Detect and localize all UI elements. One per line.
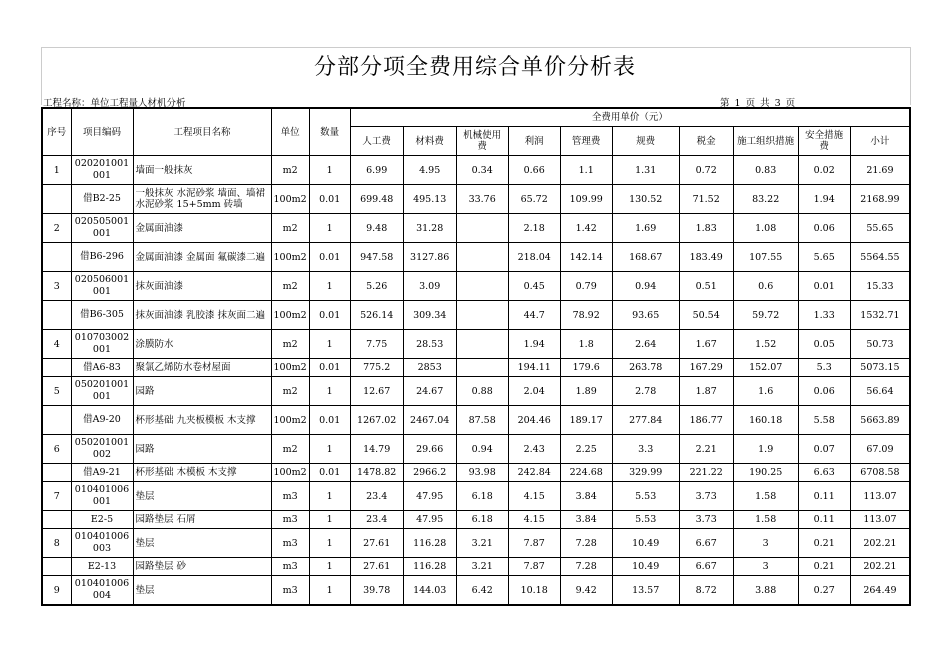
cell-value: 23.4 [350,511,403,529]
cell-value: 10.49 [612,558,679,576]
cell-code: 010401006003 [71,529,133,558]
cell-code: 借A9-21 [71,464,133,482]
cell-value: 1.31 [612,156,679,185]
cell-value [456,272,508,301]
cell-value: 1.67 [679,330,733,359]
project-name: 工程名称：单位工程量人材机分析 [43,98,186,109]
cell-value: 1.6 [733,377,798,406]
cell-qty: 1 [309,511,350,529]
cell-value [456,214,508,243]
cell-value: 0.27 [798,576,850,606]
cell-value: 2.43 [508,435,560,464]
cell-value: 3.21 [456,529,508,558]
cell-value: 7.87 [508,558,560,576]
page-info: 第 1 页 共 3 页 [720,98,796,109]
cell-value: 0.01 [798,272,850,301]
cell-qty: 1 [309,529,350,558]
cell-qty: 1 [309,272,350,301]
cell-seq [42,464,71,482]
table-row [42,529,910,558]
cell-unit: m3 [271,558,309,576]
cell-value: 27.61 [350,529,403,558]
cell-value: 0.21 [798,529,850,558]
cell-value: 0.11 [798,511,850,529]
cell-value: 23.4 [350,482,403,511]
cell-value: 699.48 [350,185,403,214]
cell-value: 2.04 [508,377,560,406]
cell-qty: 0.01 [309,359,350,377]
cell-value: 5.53 [612,482,679,511]
cell-value: 5.26 [350,272,403,301]
cell-seq: 4 [42,330,71,359]
header-name: 工程项目名称 [133,108,271,156]
cell-code: E2-13 [71,558,133,576]
cell-value: 109.99 [560,185,612,214]
cell-value: 495.13 [403,185,456,214]
cell-value: 28.53 [403,330,456,359]
table-row [42,185,910,214]
cell-value: 3.88 [733,576,798,606]
cell-value: 263.78 [612,359,679,377]
header-col: 施工组织措施 [733,127,798,156]
cell-value: 59.72 [733,301,798,330]
cell-value: 264.49 [850,576,910,606]
cell-value: 1.94 [508,330,560,359]
cell-value: 0.83 [733,156,798,185]
cell-value: 1532.71 [850,301,910,330]
cell-qty: 1 [309,377,350,406]
cell-value: 2.64 [612,330,679,359]
analysis-table [41,107,911,606]
cell-seq: 1 [42,156,71,185]
table-row [42,464,910,482]
cell-qty: 0.01 [309,406,350,435]
cell-value: 15.33 [850,272,910,301]
cell-value: 67.09 [850,435,910,464]
cell-qty: 0.01 [309,243,350,272]
cell-code: 借B6-305 [71,301,133,330]
cell-value: 107.55 [733,243,798,272]
cell-value: 1.1 [560,156,612,185]
cell-value: 6.99 [350,156,403,185]
cell-value: 204.46 [508,406,560,435]
cell-code: 借A6-83 [71,359,133,377]
cell-value: 55.65 [850,214,910,243]
cell-value: 1.69 [612,214,679,243]
cell-value: 179.6 [560,359,612,377]
cell-unit: m2 [271,330,309,359]
cell-value: 0.05 [798,330,850,359]
cell-seq [42,185,71,214]
cell-value: 0.07 [798,435,850,464]
cell-unit: m3 [271,511,309,529]
cell-value: 9.42 [560,576,612,606]
cell-value: 2.78 [612,377,679,406]
cell-code: 050201001002 [71,435,133,464]
cell-name: 一般抹灰 水泥砂浆 墙面、墙裙 水泥砂浆 15+5mm 砖墙 [133,185,271,214]
cell-value: 144.03 [403,576,456,606]
cell-value: 6.18 [456,482,508,511]
cell-seq [42,558,71,576]
header-seq: 序号 [42,108,71,156]
cell-value: 1.9 [733,435,798,464]
cell-value: 3.21 [456,558,508,576]
cell-name: 杯形基础 木模板 木支撑 [133,464,271,482]
cell-value: 9.48 [350,214,403,243]
cell-value: 93.65 [612,301,679,330]
cell-name: 园路垫层 砂 [133,558,271,576]
cell-seq: 5 [42,377,71,406]
cell-value: 5663.89 [850,406,910,435]
cell-value: 947.58 [350,243,403,272]
cell-value: 1.42 [560,214,612,243]
cell-seq [42,511,71,529]
cell-value: 3.84 [560,482,612,511]
cell-qty: 1 [309,558,350,576]
cell-value: 3.84 [560,511,612,529]
cell-unit: m2 [271,272,309,301]
cell-value: 47.95 [403,511,456,529]
cell-name: 墙面一般抹灰 [133,156,271,185]
cell-value: 113.07 [850,482,910,511]
cell-qty: 0.01 [309,185,350,214]
cell-value: 3 [733,529,798,558]
cell-value: 0.06 [798,214,850,243]
cell-unit: m3 [271,576,309,606]
cell-value: 186.77 [679,406,733,435]
cell-value: 142.14 [560,243,612,272]
cell-value: 24.67 [403,377,456,406]
cell-value: 4.95 [403,156,456,185]
header-price-group: 全费用单价（元） [350,108,910,127]
cell-value: 8.72 [679,576,733,606]
cell-seq [42,243,71,272]
cell-unit: 100m2 [271,185,309,214]
cell-name: 金属面油漆 金属面 氟碳漆二遍 [133,243,271,272]
header-code: 项目编码 [71,108,133,156]
cell-value [456,330,508,359]
cell-value: 83.22 [733,185,798,214]
cell-value: 2853 [403,359,456,377]
cell-value: 1.33 [798,301,850,330]
cell-value: 2.25 [560,435,612,464]
cell-code: 借A9-20 [71,406,133,435]
cell-value: 202.21 [850,558,910,576]
cell-value: 2.18 [508,214,560,243]
cell-value: 39.78 [350,576,403,606]
cell-value: 47.95 [403,482,456,511]
cell-value: 78.92 [560,301,612,330]
cell-code: E2-5 [71,511,133,529]
cell-value: 13.57 [612,576,679,606]
cell-value: 65.72 [508,185,560,214]
cell-seq: 2 [42,214,71,243]
cell-value: 5.53 [612,511,679,529]
cell-unit: 100m2 [271,406,309,435]
cell-value: 1478.82 [350,464,403,482]
cell-value: 3 [733,558,798,576]
cell-value: 2966.2 [403,464,456,482]
cell-value: 167.29 [679,359,733,377]
cell-value: 6708.58 [850,464,910,482]
cell-unit: m3 [271,529,309,558]
cell-value: 0.45 [508,272,560,301]
cell-value: 309.34 [403,301,456,330]
cell-value: 1267.02 [350,406,403,435]
cell-value: 14.79 [350,435,403,464]
cell-unit: m2 [271,156,309,185]
cell-value: 1.89 [560,377,612,406]
cell-name: 抹灰面油漆 乳胶漆 抹灰面二遍 [133,301,271,330]
cell-name: 金属面油漆 [133,214,271,243]
cell-value: 50.73 [850,330,910,359]
cell-value: 0.34 [456,156,508,185]
cell-code: 借B6-296 [71,243,133,272]
cell-seq: 3 [42,272,71,301]
cell-qty: 1 [309,214,350,243]
table-row [42,301,910,330]
cell-value: 6.67 [679,529,733,558]
cell-qty: 1 [309,435,350,464]
table-row [42,243,910,272]
cell-value: 4.15 [508,511,560,529]
cell-value: 10.18 [508,576,560,606]
cell-qty: 1 [309,330,350,359]
cell-value: 152.07 [733,359,798,377]
table-row [42,359,910,377]
cell-value: 224.68 [560,464,612,482]
cell-value: 0.79 [560,272,612,301]
cell-value: 93.98 [456,464,508,482]
cell-value: 50.54 [679,301,733,330]
table-row [42,377,910,406]
cell-value [456,359,508,377]
cell-value: 0.94 [612,272,679,301]
cell-value: 56.64 [850,377,910,406]
cell-value: 0.02 [798,156,850,185]
cell-value: 5.58 [798,406,850,435]
cell-qty: 0.01 [309,301,350,330]
cell-value: 168.67 [612,243,679,272]
table-row [42,558,910,576]
cell-qty: 1 [309,482,350,511]
cell-value: 71.52 [679,185,733,214]
cell-seq [42,301,71,330]
table-row [42,156,910,185]
cell-value: 242.84 [508,464,560,482]
cell-value: 87.58 [456,406,508,435]
cell-seq: 8 [42,529,71,558]
cell-value: 218.04 [508,243,560,272]
cell-value: 27.61 [350,558,403,576]
cell-qty: 0.01 [309,464,350,482]
cell-unit: 100m2 [271,301,309,330]
cell-value: 130.52 [612,185,679,214]
cell-seq [42,359,71,377]
cell-value: 7.28 [560,558,612,576]
cell-value: 3.73 [679,511,733,529]
cell-name: 园路 [133,435,271,464]
cell-value: 189.17 [560,406,612,435]
cell-value: 44.7 [508,301,560,330]
table-row [42,482,910,511]
cell-value: 194.11 [508,359,560,377]
cell-value: 190.25 [733,464,798,482]
cell-value: 1.52 [733,330,798,359]
cell-value: 29.66 [403,435,456,464]
cell-value: 329.99 [612,464,679,482]
table-row [42,511,910,529]
cell-unit: 100m2 [271,359,309,377]
cell-name: 聚氯乙烯防水卷材屋面 [133,359,271,377]
table-row [42,435,910,464]
cell-name: 杯形基础 九夹板模板 木支撑 [133,406,271,435]
cell-value: 0.06 [798,377,850,406]
cell-name: 抹灰面油漆 [133,272,271,301]
cell-value: 3.73 [679,482,733,511]
cell-value: 7.75 [350,330,403,359]
cell-code: 020201001001 [71,156,133,185]
cell-name: 园路垫层 石屑 [133,511,271,529]
cell-value: 7.87 [508,529,560,558]
header-col: 管理费 [560,127,612,156]
cell-value: 2.21 [679,435,733,464]
cell-value: 0.21 [798,558,850,576]
cell-value: 5564.55 [850,243,910,272]
cell-seq: 9 [42,576,71,606]
header-col: 利润 [508,127,560,156]
header-col: 税金 [679,127,733,156]
cell-code: 050201001001 [71,377,133,406]
cell-seq: 6 [42,435,71,464]
cell-value [456,243,508,272]
cell-value: 183.49 [679,243,733,272]
cell-value: 2467.04 [403,406,456,435]
cell-name: 垫层 [133,529,271,558]
table-row [42,214,910,243]
cell-value [456,301,508,330]
cell-value: 0.11 [798,482,850,511]
cell-code: 010401006004 [71,576,133,606]
cell-code: 020505001001 [71,214,133,243]
cell-value: 12.67 [350,377,403,406]
cell-value: 6.67 [679,558,733,576]
cell-qty: 1 [309,576,350,606]
cell-value: 10.49 [612,529,679,558]
cell-value: 3.3 [612,435,679,464]
cell-value: 0.66 [508,156,560,185]
cell-value: 526.14 [350,301,403,330]
header-unit: 单位 [271,108,309,156]
cell-value: 1.58 [733,482,798,511]
cell-value: 160.18 [733,406,798,435]
cell-value: 0.94 [456,435,508,464]
cell-value: 0.72 [679,156,733,185]
cell-value: 0.6 [733,272,798,301]
cell-unit: m3 [271,482,309,511]
cell-code: 010703002001 [71,330,133,359]
cell-value: 33.76 [456,185,508,214]
cell-value: 3.09 [403,272,456,301]
cell-value: 277.84 [612,406,679,435]
cell-name: 垫层 [133,482,271,511]
cell-value: 1.83 [679,214,733,243]
cell-value: 1.94 [798,185,850,214]
cell-seq [42,406,71,435]
cell-value: 5.65 [798,243,850,272]
cell-value: 0.51 [679,272,733,301]
cell-name: 园路 [133,377,271,406]
cell-value: 221.22 [679,464,733,482]
cell-code: 020506001001 [71,272,133,301]
cell-value: 1.8 [560,330,612,359]
header-qty: 数量 [309,108,350,156]
cell-code: 借B2-25 [71,185,133,214]
cell-value: 7.28 [560,529,612,558]
cell-value: 1.87 [679,377,733,406]
cell-value: 113.07 [850,511,910,529]
cell-value: 31.28 [403,214,456,243]
cell-name: 涂膜防水 [133,330,271,359]
table-row [42,272,910,301]
table-row [42,330,910,359]
cell-seq: 7 [42,482,71,511]
cell-value: 21.69 [850,156,910,185]
cell-value: 1.08 [733,214,798,243]
cell-code: 010401006001 [71,482,133,511]
cell-unit: m2 [271,377,309,406]
header-col: 人工费 [350,127,403,156]
page-title: 分部分项全费用综合单价分析表 [313,55,636,80]
cell-value: 6.42 [456,576,508,606]
header-col: 小计 [850,127,910,156]
cell-qty: 1 [309,156,350,185]
cell-unit: m2 [271,435,309,464]
cell-value: 0.88 [456,377,508,406]
cell-value: 6.18 [456,511,508,529]
cell-value: 4.15 [508,482,560,511]
cell-unit: 100m2 [271,243,309,272]
cell-unit: m2 [271,214,309,243]
cell-value: 6.63 [798,464,850,482]
header-col: 机械使用费 [456,127,508,156]
cell-value: 3127.86 [403,243,456,272]
header-col: 安全措施费 [798,127,850,156]
header-col: 材料费 [403,127,456,156]
cell-value: 116.28 [403,558,456,576]
cell-value: 775.2 [350,359,403,377]
table-row [42,576,910,606]
cell-value: 202.21 [850,529,910,558]
table-row [42,406,910,435]
cell-value: 1.58 [733,511,798,529]
cell-value: 5073.15 [850,359,910,377]
header-col: 规费 [612,127,679,156]
cell-value: 5.3 [798,359,850,377]
cell-value: 116.28 [403,529,456,558]
cell-value: 2168.99 [850,185,910,214]
cell-unit: 100m2 [271,464,309,482]
cell-name: 垫层 [133,576,271,606]
